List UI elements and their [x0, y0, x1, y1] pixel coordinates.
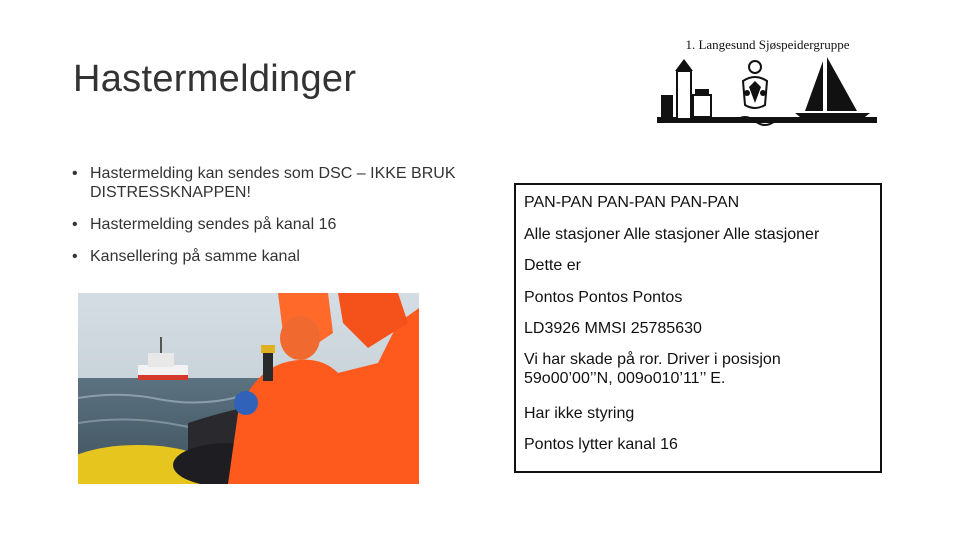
- bullet-item: • Hastermelding kan sendes som DSC – IKKE BRUK DISTRESSKNAPPEN!: [72, 164, 467, 202]
- message-line: Dette er: [524, 257, 581, 274]
- message-line: Alle stasjoner Alle stasjoner Alle stasjoner: [524, 226, 820, 243]
- message-line: Vi har skade på ror. Driver i posisjon 59o00’00’’N, 009o010’11’’ E.: [524, 351, 781, 387]
- rescue-photo-image: [78, 293, 419, 484]
- bullet-item: • Hastermelding sendes på kanal 16: [72, 215, 467, 234]
- message-line: PAN-PAN PAN-PAN PAN-PAN: [524, 194, 740, 211]
- rescue-photo: [78, 293, 419, 484]
- message-line: Har ikke styring: [524, 405, 635, 422]
- slide-title: Hastermeldinger: [73, 58, 357, 100]
- message-line: LD3926 MMSI 25785630: [524, 320, 702, 337]
- message-line: Pontos Pontos Pontos: [524, 289, 683, 306]
- message-box: [514, 183, 882, 473]
- lighthouse-scout-emblem-sailboat-icon: [655, 53, 880, 133]
- bullet-item: • Kansellering på samme kanal: [72, 247, 467, 266]
- logo-text: 1. Langesund Sjøspeidergruppe: [685, 37, 850, 52]
- bullet-list: [72, 164, 467, 279]
- message-line: Pontos lytter kanal 16: [524, 436, 678, 453]
- scout-group-logo: [655, 33, 880, 133]
